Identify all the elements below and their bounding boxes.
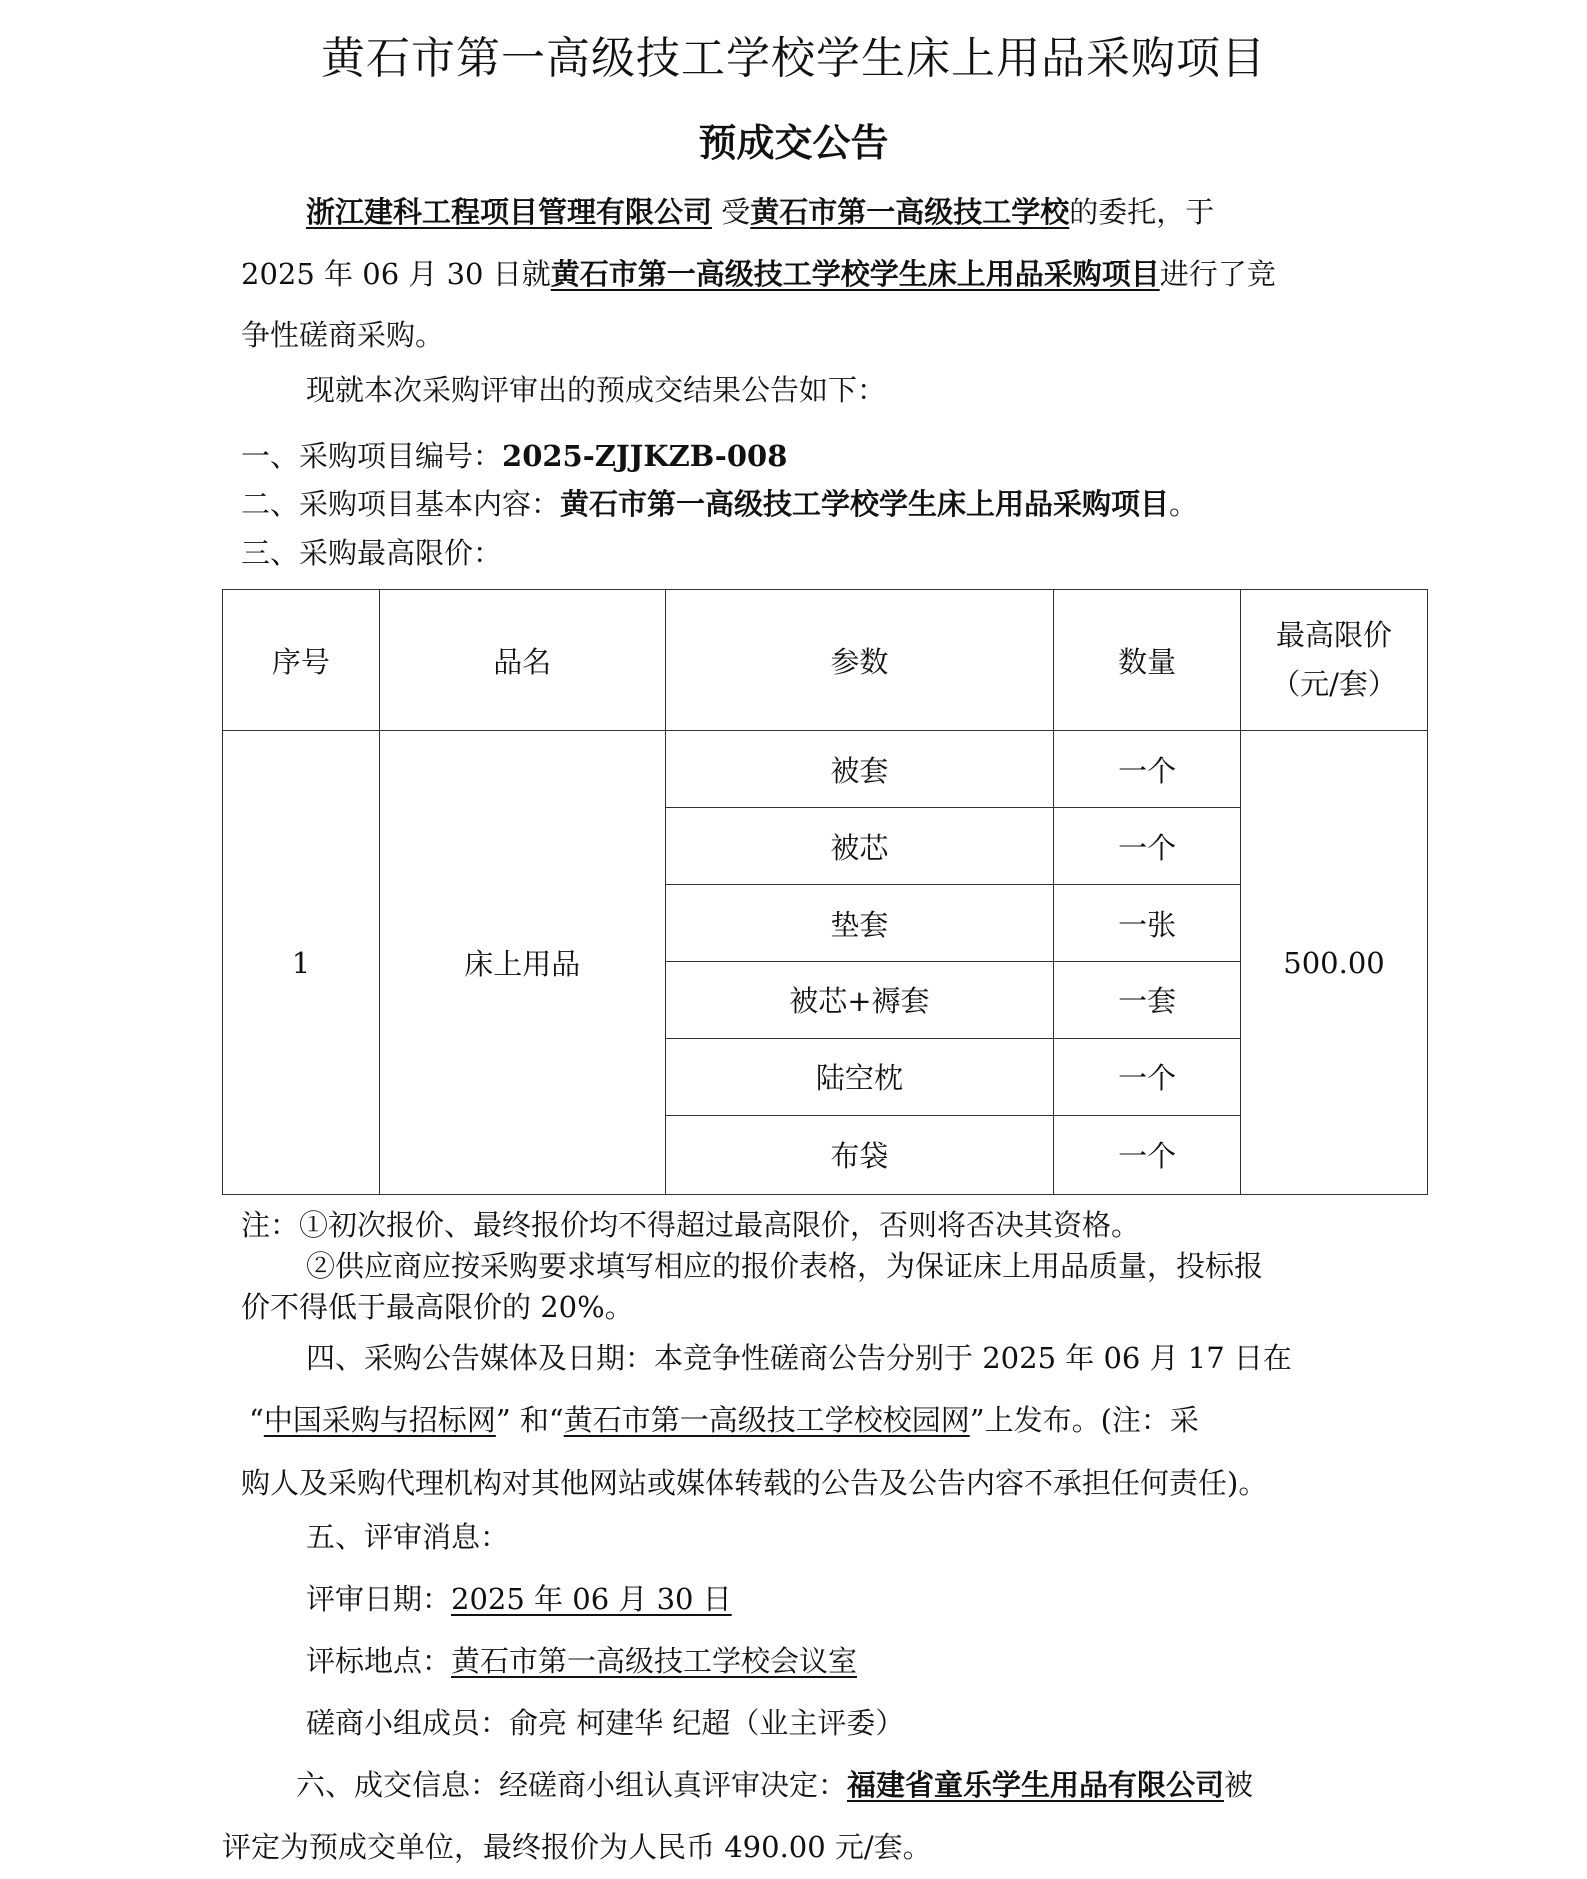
section-4-line-2: [249, 1403, 1199, 1438]
cell-price: 500.00: [1241, 731, 1428, 1195]
cell-param: 垫套: [665, 885, 1054, 961]
document-title: 黄石市第一高级技工学校学生床上用品采购项目: [321, 33, 1266, 84]
document-subtitle: 预成交公告: [698, 121, 889, 165]
header-price-line-2: （元/套）: [1271, 667, 1397, 702]
announce-line: 现就本次采购评审出的预成交结果公告如下：: [306, 373, 887, 407]
quote-open: “: [249, 1403, 264, 1437]
section-6-tail: 被: [1224, 1768, 1254, 1802]
table-row: [223, 731, 1428, 808]
client-name: 黄石市第一高级技工学校: [750, 195, 1070, 229]
cell-param: 陆空枕: [665, 1038, 1054, 1115]
panel-members: 磋商小组成员：俞亮 柯建华 纪超（业主评委）: [306, 1706, 905, 1740]
header-name: 品名: [379, 590, 665, 731]
note-2-line-1: ②供应商应按采购要求填写相应的报价表格，为保证床上用品质量，投标报: [306, 1249, 1264, 1283]
intro-by: 受: [721, 195, 751, 229]
section-4-tail: 上发布。(注：采: [984, 1403, 1199, 1437]
review-date: [306, 1582, 732, 1617]
cell-seq: 1: [223, 731, 380, 1195]
section-5-label: 五、评审消息：: [306, 1520, 510, 1554]
price-limit-table: [222, 589, 1428, 1195]
site-link-2[interactable]: 黄石市第一高级技工学校校园网: [563, 1403, 970, 1437]
note-2-line-2: 价不得低于最高限价的 20%。: [241, 1290, 634, 1324]
intro-project: 黄石市第一高级技工学校学生床上用品采购项目: [550, 257, 1160, 291]
section-3-label: 三、采购最高限价：: [241, 536, 503, 570]
section-1: [241, 439, 787, 474]
table-header-row: [223, 590, 1428, 731]
site-link-1[interactable]: 中国采购与招标网: [263, 1403, 496, 1437]
header-seq: 序号: [223, 590, 380, 731]
header-qty: 数量: [1054, 590, 1241, 731]
intro-line-3: 争性磋商采购。: [241, 318, 445, 352]
review-date-label: 评审日期：: [306, 1582, 452, 1616]
cell-param: 被芯+褥套: [665, 961, 1054, 1038]
cell-name: 床上用品: [379, 731, 665, 1195]
section-2-tail: 。: [1169, 487, 1199, 521]
cell-param: 被芯: [665, 808, 1054, 885]
review-place: [306, 1644, 857, 1679]
section-6-label: 六、成交信息：经磋商小组认真评审决定：: [296, 1768, 848, 1802]
cell-qty: 一张: [1054, 885, 1241, 961]
section-2-label: 二、采购项目基本内容：: [241, 487, 561, 521]
intro-line-2: [241, 257, 1276, 292]
quote-close-2: ”: [969, 1403, 985, 1437]
intro-tail-1: 进行了竞: [1159, 257, 1276, 291]
quote-close: ”: [495, 1403, 511, 1437]
intro-date: 2025 年 06 月 30 日就: [241, 257, 551, 291]
cell-qty: 一个: [1054, 808, 1241, 885]
header-price-line-1: 最高限价: [1276, 617, 1393, 652]
agency-name: 浙江建科工程项目管理有限公司: [306, 195, 713, 229]
section-4-line-1: 四、采购公告媒体及日期：本竞争性磋商公告分别于 2025 年 06 月 17 日在: [306, 1341, 1292, 1375]
section-6-line-2: 评定为预成交单位，最终报价为人民币 490.00 元/套。: [222, 1830, 932, 1864]
cell-qty: 一个: [1054, 731, 1241, 808]
cell-qty: 一套: [1054, 961, 1241, 1038]
section-4-line-3: 购人及采购代理机构对其他网站或媒体转载的公告及公告内容不承担任何责任)。: [241, 1466, 1268, 1500]
winner-name: 福建省童乐学生用品有限公司: [847, 1768, 1225, 1802]
cell-qty: 一个: [1054, 1038, 1241, 1115]
cell-param: 布袋: [665, 1115, 1054, 1194]
project-content: 黄石市第一高级技工学校学生床上用品采购项目: [560, 487, 1170, 521]
cell-param: 被套: [665, 731, 1054, 808]
intro-line-1: [306, 195, 1214, 230]
note-1: 注：①初次报价、最终报价均不得超过最高限价，否则将否决其资格。: [241, 1208, 1141, 1242]
section-6-line-1: [296, 1768, 1253, 1803]
intro-entrust: 的委托，于: [1069, 195, 1215, 229]
review-date-value: 2025 年 06 月 30 日: [451, 1582, 732, 1616]
section-2: [241, 487, 1198, 522]
and-text: 和“: [510, 1403, 564, 1437]
review-place-value: 黄石市第一高级技工学校会议室: [451, 1644, 858, 1678]
cell-qty: 一个: [1054, 1115, 1241, 1194]
section-1-label: 一、采购项目编号：: [241, 439, 503, 473]
project-code: 2025-ZJJKZB-008: [502, 439, 788, 473]
header-param: 参数: [665, 590, 1054, 731]
review-place-label: 评标地点：: [306, 1644, 452, 1678]
header-price: [1241, 590, 1428, 731]
